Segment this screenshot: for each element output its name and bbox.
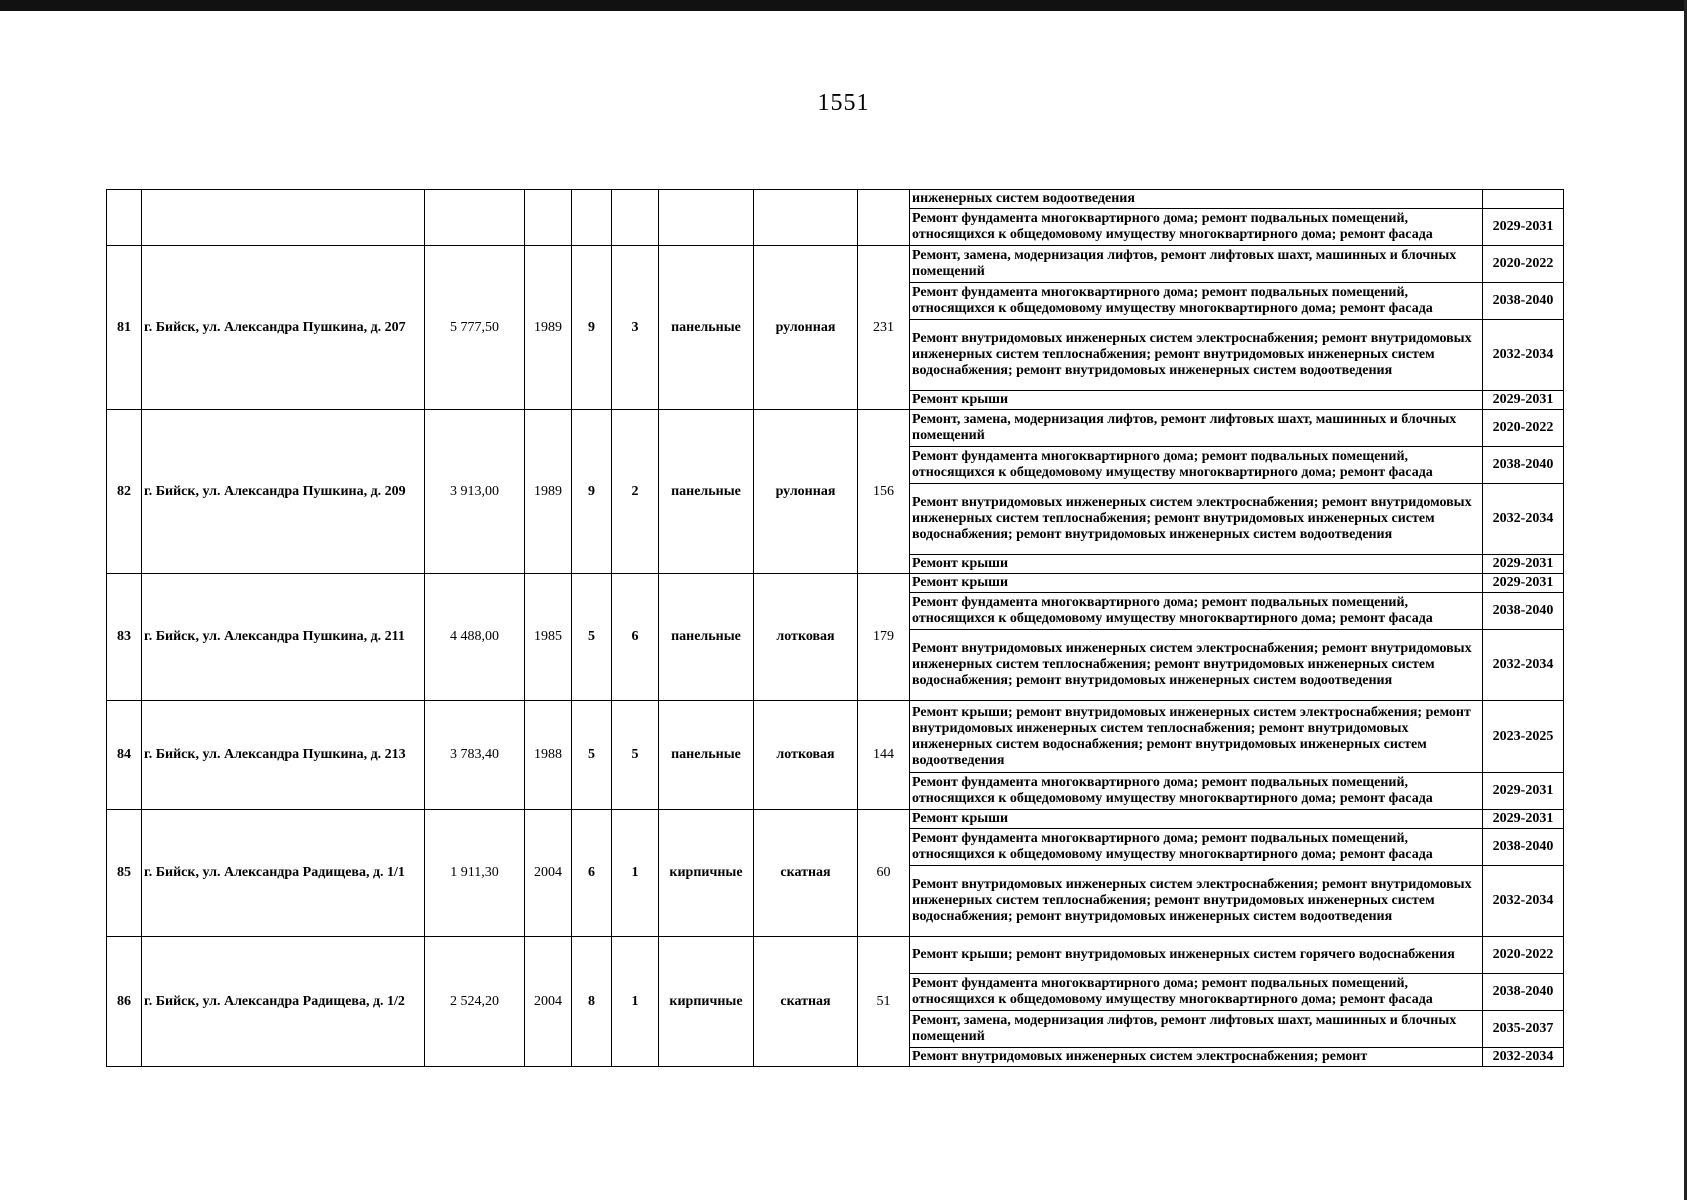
table-row xyxy=(107,701,1564,773)
year-cell xyxy=(525,190,572,246)
floors-cell: 5 xyxy=(572,574,612,701)
period-cell: 2029-2031 xyxy=(1483,574,1564,593)
period-cell: 2029-2031 xyxy=(1483,555,1564,574)
year-cell: 1985 xyxy=(525,574,572,701)
floors-cell: 9 xyxy=(572,410,612,574)
work-cell: Ремонт, замена, модернизация лифтов, ремонт лифтовых шахт, машинных и блочных помещений xyxy=(910,1011,1483,1048)
floors-cell: 6 xyxy=(572,810,612,937)
area-cell: 1 911,30 xyxy=(425,810,525,937)
floors-cell: 5 xyxy=(572,701,612,810)
work-cell: Ремонт фундамента многоквартирного дома; ремонт подвальных помещений, относящихся к общедомовому имуществу многоквартирного дома; ремонт фасада xyxy=(910,593,1483,630)
table-row xyxy=(107,190,1564,209)
work-cell: Ремонт крыши xyxy=(910,555,1483,574)
entrances-cell: 2 xyxy=(612,410,659,574)
entrances-cell: 1 xyxy=(612,810,659,937)
work-cell: Ремонт внутридомовых инженерных систем электроснабжения; ремонт внутридомовых инженерных систем теплоснабжения; ремонт внутридомовых инженерных систем водоснабжения; ремонт внутридомовых инженерных систем водоотведения xyxy=(910,320,1483,391)
work-cell: Ремонт, замена, модернизация лифтов, ремонт лифтовых шахт, машинных и блочных помещений xyxy=(910,246,1483,283)
period-cell: 2032-2034 xyxy=(1483,630,1564,701)
work-cell: Ремонт фундамента многоквартирного дома; ремонт подвальных помещений, относящихся к общедомовому имуществу многоквартирного дома; ремонт фасада xyxy=(910,829,1483,866)
work-cell: Ремонт фундамента многоквартирного дома; ремонт подвальных помещений, относящихся к общедомовому имуществу многоквартирного дома; ремонт фасада xyxy=(910,283,1483,320)
entrances-cell: 3 xyxy=(612,246,659,410)
num-cell: 81 xyxy=(107,246,142,410)
roof-cell: скатная xyxy=(754,937,858,1067)
walls-cell: панельные xyxy=(659,410,754,574)
walls-cell: панельные xyxy=(659,246,754,410)
address-cell: г. Бийск, ул. Александра Пушкина, д. 207 xyxy=(142,246,425,410)
address-cell: г. Бийск, ул. Александра Пушкина, д. 211 xyxy=(142,574,425,701)
num-cell: 85 xyxy=(107,810,142,937)
work-cell: Ремонт крыши xyxy=(910,391,1483,410)
floors-cell xyxy=(572,190,612,246)
period-cell: 2029-2031 xyxy=(1483,209,1564,246)
work-cell: Ремонт фундамента многоквартирного дома; ремонт подвальных помещений, относящихся к общедомовому имуществу многоквартирного дома; ремонт фасада xyxy=(910,974,1483,1011)
roof-cell: скатная xyxy=(754,810,858,937)
apartments-cell: 179 xyxy=(858,574,910,701)
walls-cell: панельные xyxy=(659,701,754,810)
period-cell: 2032-2034 xyxy=(1483,1048,1564,1067)
work-cell: Ремонт внутридомовых инженерных систем электроснабжения; ремонт внутридомовых инженерных систем теплоснабжения; ремонт внутридомовых инженерных систем водоснабжения; ремонт внутридомовых инженерных систем водоотведения xyxy=(910,630,1483,701)
apartments-cell: 231 xyxy=(858,246,910,410)
table-row xyxy=(107,810,1564,829)
work-cell: Ремонт фундамента многоквартирного дома; ремонт подвальных помещений, относящихся к общедомовому имуществу многоквартирного дома; ремонт фасада xyxy=(910,447,1483,484)
num-cell: 83 xyxy=(107,574,142,701)
period-cell: 2020-2022 xyxy=(1483,937,1564,974)
period-cell: 2038-2040 xyxy=(1483,974,1564,1011)
roof-cell xyxy=(754,190,858,246)
apartments-cell: 60 xyxy=(858,810,910,937)
area-cell: 2 524,20 xyxy=(425,937,525,1067)
period-cell: 2032-2034 xyxy=(1483,320,1564,391)
entrances-cell: 1 xyxy=(612,937,659,1067)
work-cell: Ремонт внутридомовых инженерных систем электроснабжения; ремонт внутридомовых инженерных систем теплоснабжения; ремонт внутридомовых инженерных систем водоснабжения; ремонт внутридомовых инженерных систем водоотведения xyxy=(910,866,1483,937)
year-cell: 1989 xyxy=(525,410,572,574)
period-cell: 2029-2031 xyxy=(1483,391,1564,410)
apartments-cell: 51 xyxy=(858,937,910,1067)
roof-cell: лотковая xyxy=(754,701,858,810)
walls-cell xyxy=(659,190,754,246)
scan-top-border xyxy=(0,0,1687,11)
period-cell: 2029-2031 xyxy=(1483,810,1564,829)
period-cell: 2038-2040 xyxy=(1483,593,1564,630)
page-number: 1551 xyxy=(817,90,870,116)
period-cell: 2035-2037 xyxy=(1483,1011,1564,1048)
entrances-cell: 6 xyxy=(612,574,659,701)
period-cell: 2029-2031 xyxy=(1483,773,1564,810)
roof-cell: рулонная xyxy=(754,410,858,574)
address-cell: г. Бийск, ул. Александра Пушкина, д. 209 xyxy=(142,410,425,574)
num-cell xyxy=(107,190,142,246)
period-cell: 2032-2034 xyxy=(1483,484,1564,555)
walls-cell: панельные xyxy=(659,574,754,701)
work-cell: инженерных систем водоотведения xyxy=(910,190,1483,209)
work-cell: Ремонт фундамента многоквартирного дома; ремонт подвальных помещений, относящихся к общедомовому имуществу многоквартирного дома; ремонт фасада xyxy=(910,773,1483,810)
table-row xyxy=(107,574,1564,593)
area-cell: 5 777,50 xyxy=(425,246,525,410)
work-cell: Ремонт внутридомовых инженерных систем электроснабжения; ремонт внутридомовых инженерных систем теплоснабжения; ремонт внутридомовых инженерных систем водоснабжения; ремонт внутридомовых инженерных систем водоотведения xyxy=(910,484,1483,555)
period-cell: 2038-2040 xyxy=(1483,829,1564,866)
work-cell: Ремонт крыши; ремонт внутридомовых инженерных систем горячего водоснабжения xyxy=(910,937,1483,974)
work-cell: Ремонт внутридомовых инженерных систем электроснабжения; ремонт xyxy=(910,1048,1483,1067)
num-cell: 82 xyxy=(107,410,142,574)
year-cell: 1989 xyxy=(525,246,572,410)
walls-cell: кирпичные xyxy=(659,937,754,1067)
period-cell xyxy=(1483,190,1564,209)
floors-cell: 8 xyxy=(572,937,612,1067)
work-cell: Ремонт крыши xyxy=(910,810,1483,829)
year-cell: 1988 xyxy=(525,701,572,810)
period-cell: 2023-2025 xyxy=(1483,701,1564,773)
num-cell: 86 xyxy=(107,937,142,1067)
work-cell: Ремонт крыши xyxy=(910,574,1483,593)
address-cell: г. Бийск, ул. Александра Радищева, д. 1/2 xyxy=(142,937,425,1067)
area-cell xyxy=(425,190,525,246)
period-cell: 2038-2040 xyxy=(1483,283,1564,320)
roof-cell: лотковая xyxy=(754,574,858,701)
table-body xyxy=(107,190,1564,1067)
roof-cell: рулонная xyxy=(754,246,858,410)
address-cell: г. Бийск, ул. Александра Радищева, д. 1/1 xyxy=(142,810,425,937)
entrances-cell xyxy=(612,190,659,246)
apartments-cell xyxy=(858,190,910,246)
apartments-cell: 156 xyxy=(858,410,910,574)
year-cell: 2004 xyxy=(525,937,572,1067)
address-cell xyxy=(142,190,425,246)
table-row xyxy=(107,246,1564,283)
period-cell: 2032-2034 xyxy=(1483,866,1564,937)
period-cell: 2020-2022 xyxy=(1483,246,1564,283)
apartments-cell: 144 xyxy=(858,701,910,810)
work-cell: Ремонт фундамента многоквартирного дома; ремонт подвальных помещений, относящихся к общедомовому имуществу многоквартирного дома; ремонт фасада xyxy=(910,209,1483,246)
period-cell: 2020-2022 xyxy=(1483,410,1564,447)
area-cell: 4 488,00 xyxy=(425,574,525,701)
table-row xyxy=(107,937,1564,974)
repair-schedule-table xyxy=(106,189,1564,1067)
address-cell: г. Бийск, ул. Александра Пушкина, д. 213 xyxy=(142,701,425,810)
area-cell: 3 913,00 xyxy=(425,410,525,574)
area-cell: 3 783,40 xyxy=(425,701,525,810)
walls-cell: кирпичные xyxy=(659,810,754,937)
num-cell: 84 xyxy=(107,701,142,810)
work-cell: Ремонт, замена, модернизация лифтов, ремонт лифтовых шахт, машинных и блочных помещений xyxy=(910,410,1483,447)
period-cell: 2038-2040 xyxy=(1483,447,1564,484)
year-cell: 2004 xyxy=(525,810,572,937)
entrances-cell: 5 xyxy=(612,701,659,810)
work-cell: Ремонт крыши; ремонт внутридомовых инженерных систем электроснабжения; ремонт внутридомовых инженерных систем теплоснабжения; ремонт внутридомовых инженерных систем водоснабжения; ремонт внутридомовых инженерных систем водоотведения xyxy=(910,701,1483,773)
floors-cell: 9 xyxy=(572,246,612,410)
table-row xyxy=(107,410,1564,447)
